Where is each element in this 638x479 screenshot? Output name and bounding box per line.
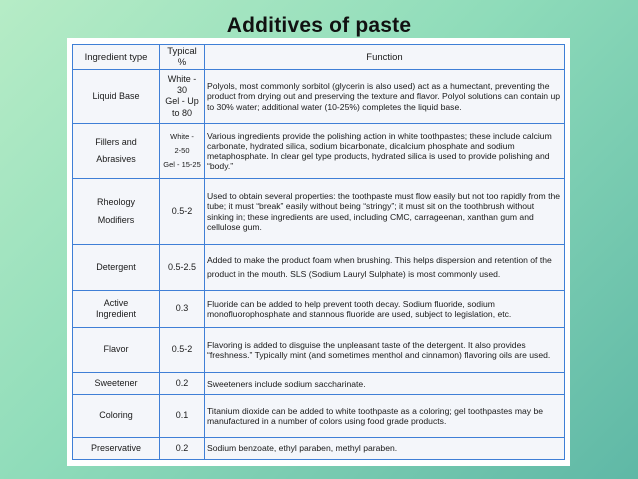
- table-row: [73, 123, 565, 178]
- ingredient-cell: Flavor: [73, 327, 160, 373]
- header-ingredient-type: Ingredient type: [73, 45, 160, 70]
- percent-cell: White - 2-50 Gel - 15-25: [160, 123, 205, 178]
- function-cell: Used to obtain several properties: the toothpaste must flow easily but not too rapidly from the tube; it must “break” easily without being “stringy”; it must sit on the toothbrush without sinking in; these ingredients are used, including CMC, carrageenan, xanthan gum and cellulose gum.: [205, 178, 565, 244]
- percent-cell: 0.1: [160, 394, 205, 437]
- function-cell: Sweeteners include sodium saccharinate.: [205, 373, 565, 394]
- table-row: [73, 373, 565, 394]
- ingredient-cell: Detergent: [73, 245, 160, 291]
- additives-table-container: [67, 38, 570, 466]
- percent-cell: 0.2: [160, 437, 205, 459]
- ingredient-cell: Fillers and Abrasives: [73, 123, 160, 178]
- function-cell: Sodium benzoate, ethyl paraben, methyl paraben.: [205, 437, 565, 459]
- ingredient-cell: Liquid Base: [73, 70, 160, 124]
- table-row: [73, 394, 565, 437]
- table-row: [73, 437, 565, 459]
- function-cell: Titanium dioxide can be added to white toothpaste as a coloring; gel toothpastes may be manufactured in a number of colors using food grade products.: [205, 394, 565, 437]
- table-row: [73, 70, 565, 124]
- function-cell: Added to make the product foam when brushing. This helps dispersion and retention of the product in the mouth. SLS (Sodium Lauryl Sulphate) is most commonly used.: [205, 245, 565, 291]
- table-row: [73, 178, 565, 244]
- table-row: [73, 290, 565, 327]
- function-cell: Fluoride can be added to help prevent tooth decay. Sodium fluoride, sodium monofluorophosphate and stannous fluoride are used, subject to legislation, etc.: [205, 290, 565, 327]
- function-cell: Polyols, most commonly sorbitol (glycerin is also used) act as a humectant, preventing the product from drying out and preserving the texture and flavor. Polyol solutions can contain up to 30% water; additional water (10-25%) completes the liquid base.: [205, 70, 565, 124]
- function-cell: Flavoring is added to disguise the unpleasant taste of the detergent. It also provides “freshness.” Typically mint (and sometimes menthol and cinnamon) flavoring oils are used.: [205, 327, 565, 373]
- slide-title: Additives of paste: [226, 14, 412, 37]
- ingredient-cell: Coloring: [73, 394, 160, 437]
- table-header-row: [73, 45, 565, 70]
- percent-cell: 0.5-2: [160, 327, 205, 373]
- percent-cell: 0.5-2: [160, 178, 205, 244]
- ingredient-cell: Rheology Modifiers: [73, 178, 160, 244]
- ingredient-cell: Preservative: [73, 437, 160, 459]
- percent-cell: White - 30 Gel - Up to 80: [160, 70, 205, 124]
- table-row: [73, 327, 565, 373]
- table-row: [73, 245, 565, 291]
- header-typical-percent: Typical %: [160, 45, 205, 70]
- additives-table: [72, 44, 565, 460]
- header-function: Function: [205, 45, 565, 70]
- ingredient-cell: Sweetener: [73, 373, 160, 394]
- percent-cell: 0.5-2.5: [160, 245, 205, 291]
- ingredient-cell: Active Ingredient: [73, 290, 160, 327]
- percent-cell: 0.2: [160, 373, 205, 394]
- function-cell: Various ingredients provide the polishing action in white toothpastes; these include calcium carbonate, hydrated silica, sodium bicarbonate, dicalcium phosphate and sodium metaphosphate. In clear gel type products, hydrated silica is used to provide polishing and “body.”: [205, 123, 565, 178]
- percent-cell: 0.3: [160, 290, 205, 327]
